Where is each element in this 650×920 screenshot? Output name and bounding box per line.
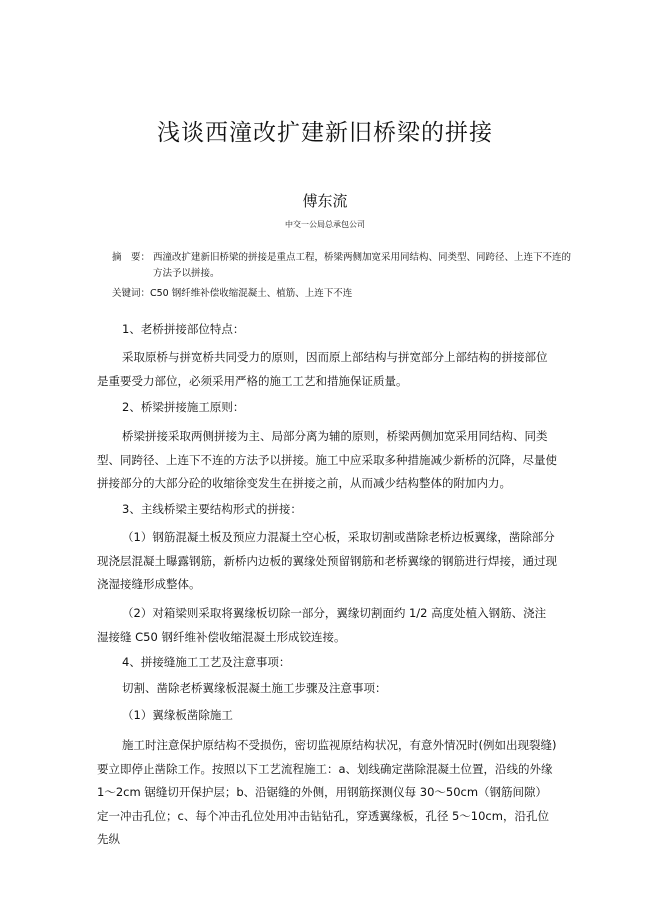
- abstract-label: 摘 要：: [112, 252, 151, 263]
- section-4-paragraph: [97, 734, 557, 852]
- paragraph: 桥梁拼接采取两侧拼接为主、局部分离为辅的原则，桥梁两侧加宽采用同结构、同类型、同跨径、上连下不连的方法予以拼接。施工中应采取多种措施减少新桥的沉降，尽量使拼接部分的大部分砼的收缩徐变发生在拼接之前，从而减少结构整体的附加内力。: [97, 429, 557, 490]
- page-title: 浅谈西潼改扩建新旧桥梁的拼接: [157, 120, 493, 146]
- paragraph: 采取原桥与拼宽桥共同受力的原则，因而原上部结构与拼宽部分上部结构的拼接部位是重要受力部位，必须采用严格的施工工艺和措施保证质量。: [97, 350, 548, 388]
- section-4-item-1: （1）翼缘板凿除施工: [122, 708, 233, 722]
- section-3-paragraph-1: [97, 526, 557, 597]
- section-4-subheading: 切割、凿除老桥翼缘板混凝土施工步骤及注意事项：: [122, 681, 387, 695]
- keywords: 关键词：C50 钢纤维补偿收缩混凝土、植筋、上连下不连: [112, 288, 353, 299]
- paragraph: （1）钢筋混凝土板及预应力混凝土空心板，采取切割或凿除老桥边板翼缘，凿除部分现浇层混凝土曝露钢筋，新桥内边板的翼缘处预留钢筋和老桥翼缘的钢筋进行焊接，通过现浇湿接缝形成整体。: [97, 530, 557, 591]
- author: 傅东流: [302, 192, 348, 210]
- section-1-paragraph: [97, 346, 557, 393]
- section-1-heading: 1、老桥拼接部位特点：: [122, 322, 245, 336]
- section-3-heading: 3、主线桥梁主要结构形式的拼接：: [122, 502, 302, 516]
- section-2-paragraph: [97, 425, 557, 496]
- affiliation: 中交一公局总承包公司: [285, 220, 365, 229]
- paragraph: 施工时注意保护原结构不受损伤，密切监视原结构状况，有意外情况时(例如出现裂缝)要立即停止凿除工作。按照以下工艺流程施工：a、划线确定凿除混凝土位置，沿线的外缘 1～2cm 锯缝切开保护层；b、沿锯缝的外侧，用钢筋探测仪每 30～50cm（钢筋间隙）定一冲击孔位；c、每个冲击孔位处用冲击钻钻孔，穿透翼缘板，孔径 5～10cm，沿孔位先纵: [97, 738, 557, 846]
- section-2-heading: 2、桥梁拼接施工原则：: [122, 400, 245, 414]
- section-4-heading: 4、拼接缝施工工艺及注意事项：: [122, 655, 291, 669]
- paragraph: （2）对箱梁则采取将翼缘板切除一部分，翼缘切割面约 1/2 高度处植入钢筋、浇注湿接缝 C50 钢纤维补偿收缩混凝土形成铰连接。: [97, 606, 547, 644]
- abstract-text: 西潼改扩建新旧桥梁的拼接是重点工程，桥梁两侧加宽采用同结构、同类型、同跨径、上连下不连的方法予以拼接。: [153, 252, 572, 279]
- section-3-paragraph-2: [97, 602, 557, 649]
- abstract: [112, 250, 572, 282]
